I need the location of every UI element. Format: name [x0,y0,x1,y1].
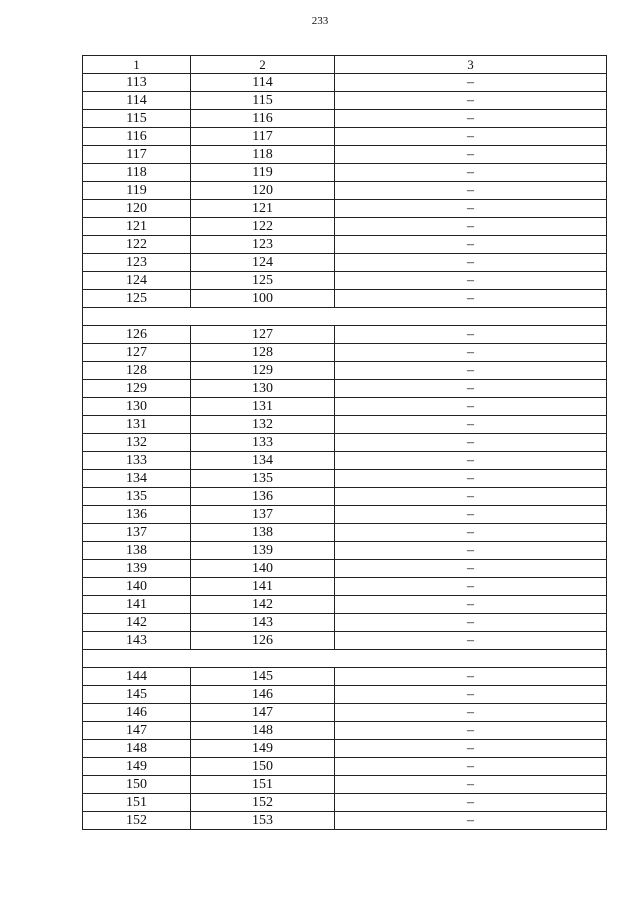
separator-cell [83,308,607,326]
table-cell-col3: – [335,776,607,794]
table-cell-col2: 137 [191,506,335,524]
table-cell-col1: 149 [83,758,191,776]
table-cell-col1: 132 [83,434,191,452]
table-cell-col1: 124 [83,272,191,290]
table-cell-col1: 135 [83,488,191,506]
table-cell-col3: – [335,812,607,830]
table-cell-col2: 128 [191,344,335,362]
table-cell-col2: 119 [191,164,335,182]
table-cell-col2: 116 [191,110,335,128]
table-row [83,506,607,524]
table-cell-col1: 151 [83,794,191,812]
table-row [83,434,607,452]
table-cell-col3: – [335,740,607,758]
group-separator-row [83,650,607,668]
table-cell-col3: – [335,290,607,308]
column-header-2: 2 [191,56,335,74]
table-cell-col1: 148 [83,740,191,758]
table-row [83,614,607,632]
table-cell-col2: 127 [191,326,335,344]
table-cell-col2: 153 [191,812,335,830]
table-cell-col3: – [335,722,607,740]
table-cell-col2: 131 [191,398,335,416]
table-row [83,740,607,758]
table-cell-col3: – [335,200,607,218]
table-cell-col2: 133 [191,434,335,452]
table-row [83,560,607,578]
table-row [83,362,607,380]
table-cell-col3: – [335,632,607,650]
table-row [83,398,607,416]
table-row [83,758,607,776]
table-row [83,578,607,596]
table-row [83,686,607,704]
table-row [83,596,607,614]
page-number: 233 [311,15,329,27]
table-cell-col2: 120 [191,182,335,200]
table-cell-col1: 140 [83,578,191,596]
table-cell-col2: 126 [191,632,335,650]
table-cell-col3: – [335,254,607,272]
table-cell-col3: – [335,614,607,632]
table-cell-col3: – [335,560,607,578]
table-cell-col1: 137 [83,524,191,542]
table-cell-col3: – [335,470,607,488]
table-cell-col2: 142 [191,596,335,614]
table-row [83,524,607,542]
table-cell-col2: 139 [191,542,335,560]
table-row [83,452,607,470]
table-cell-col3: – [335,506,607,524]
table-cell-col1: 146 [83,704,191,722]
table-cell-col3: – [335,668,607,686]
table-cell-col2: 100 [191,290,335,308]
table-row [83,344,607,362]
table-cell-col1: 143 [83,632,191,650]
table-cell-col1: 138 [83,542,191,560]
table-cell-col1: 120 [83,200,191,218]
table-cell-col2: 129 [191,362,335,380]
table-row [83,722,607,740]
table-row [83,182,607,200]
table-cell-col2: 146 [191,686,335,704]
table-cell-col1: 117 [83,146,191,164]
table-cell-col2: 123 [191,236,335,254]
table-cell-col2: 121 [191,200,335,218]
data-table [82,55,607,830]
table-cell-col1: 152 [83,812,191,830]
table-cell-col3: – [335,146,607,164]
table-cell-col3: – [335,164,607,182]
table-row [83,632,607,650]
table-cell-col3: – [335,92,607,110]
table-cell-col3: – [335,488,607,506]
table-cell-col3: – [335,326,607,344]
table-row [83,272,607,290]
table-cell-col2: 135 [191,470,335,488]
table-row [83,776,607,794]
table-cell-col2: 125 [191,272,335,290]
table-cell-col1: 147 [83,722,191,740]
table-row [83,488,607,506]
table-row [83,704,607,722]
table-row [83,110,607,128]
table-cell-col1: 115 [83,110,191,128]
table-cell-col3: – [335,344,607,362]
table-row [83,236,607,254]
table-body [83,56,607,830]
table-cell-col2: 136 [191,488,335,506]
table-cell-col3: – [335,596,607,614]
table-row [83,254,607,272]
table-cell-col1: 114 [83,92,191,110]
table-cell-col1: 142 [83,614,191,632]
table-cell-col2: 140 [191,560,335,578]
table-cell-col2: 122 [191,218,335,236]
table-row [83,470,607,488]
table-row [83,326,607,344]
column-header-3: 3 [335,56,607,74]
table-cell-col1: 141 [83,596,191,614]
table-cell-col2: 124 [191,254,335,272]
table-cell-col2: 149 [191,740,335,758]
table-cell-col3: – [335,542,607,560]
table-cell-col1: 119 [83,182,191,200]
table-cell-col3: – [335,686,607,704]
table-row [83,200,607,218]
table-row [83,542,607,560]
table-cell-col3: – [335,272,607,290]
table-row [83,146,607,164]
table-cell-col1: 127 [83,344,191,362]
table-cell-col1: 145 [83,686,191,704]
table-cell-col1: 130 [83,398,191,416]
table-cell-col1: 123 [83,254,191,272]
table-header-row [83,56,607,74]
table-cell-col3: – [335,110,607,128]
table-row [83,218,607,236]
table-cell-col3: – [335,578,607,596]
table-cell-col2: 132 [191,416,335,434]
table-cell-col3: – [335,794,607,812]
table-cell-col1: 129 [83,380,191,398]
table-cell-col2: 150 [191,758,335,776]
table-row [83,164,607,182]
table-cell-col1: 128 [83,362,191,380]
table-cell-col3: – [335,524,607,542]
table-cell-col2: 152 [191,794,335,812]
table-cell-col1: 136 [83,506,191,524]
table-cell-col2: 118 [191,146,335,164]
table-row [83,128,607,146]
table-cell-col1: 133 [83,452,191,470]
table-cell-col1: 139 [83,560,191,578]
table-cell-col2: 114 [191,74,335,92]
table-cell-col3: – [335,74,607,92]
table-cell-col1: 134 [83,470,191,488]
table-row [83,74,607,92]
table-cell-col1: 118 [83,164,191,182]
table-cell-col2: 147 [191,704,335,722]
table-row [83,668,607,686]
table-cell-col2: 117 [191,128,335,146]
table-cell-col3: – [335,218,607,236]
table-cell-col2: 141 [191,578,335,596]
table-cell-col2: 115 [191,92,335,110]
table-cell-col3: – [335,128,607,146]
table-cell-col1: 116 [83,128,191,146]
table-cell-col3: – [335,236,607,254]
table-cell-col3: – [335,416,607,434]
separator-cell [83,650,607,668]
table-cell-col2: 148 [191,722,335,740]
table-cell-col1: 131 [83,416,191,434]
table-row [83,416,607,434]
table-cell-col1: 126 [83,326,191,344]
group-separator-row [83,308,607,326]
column-header-1: 1 [83,56,191,74]
table-cell-col3: – [335,362,607,380]
table-cell-col1: 150 [83,776,191,794]
table-cell-col2: 130 [191,380,335,398]
table-cell-col1: 122 [83,236,191,254]
table-cell-col3: – [335,758,607,776]
table-cell-col2: 145 [191,668,335,686]
table-cell-col2: 151 [191,776,335,794]
table-cell-col3: – [335,704,607,722]
table-cell-col1: 121 [83,218,191,236]
table-cell-col3: – [335,182,607,200]
table-cell-col3: – [335,398,607,416]
table-row [83,290,607,308]
table-cell-col3: – [335,380,607,398]
table-row [83,380,607,398]
table-row [83,812,607,830]
table-cell-col3: – [335,434,607,452]
table-cell-col1: 144 [83,668,191,686]
table-cell-col1: 113 [83,74,191,92]
table-cell-col3: – [335,452,607,470]
table-cell-col2: 134 [191,452,335,470]
table-cell-col2: 138 [191,524,335,542]
table-row [83,794,607,812]
table-cell-col2: 143 [191,614,335,632]
table-row [83,92,607,110]
table-cell-col1: 125 [83,290,191,308]
